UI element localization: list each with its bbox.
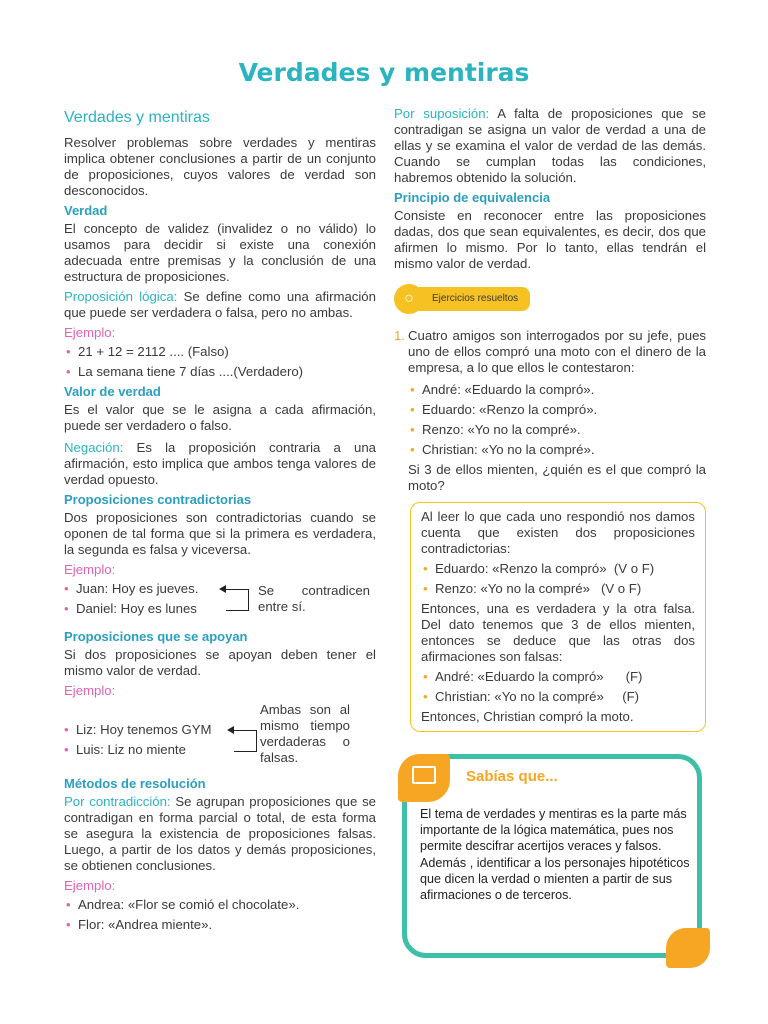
- ejemplo-label-1: Ejemplo:: [64, 325, 116, 340]
- valor-heading: Valor de verdad: [64, 384, 161, 399]
- exercise-ask: Si 3 de ellos mienten, ¿quién es el que compró la moto?: [408, 462, 706, 493]
- arrow-icon: [227, 726, 234, 734]
- list-item: • Renzo: «Yo no la compré».: [410, 422, 581, 437]
- suposicion-label: Por suposición:: [394, 106, 490, 121]
- exercise-question: Cuatro amigos son interrogados por su jefe, pues uno de ellos compró una moto con el dinero de la empresa, a lo que ellos le contestaron:: [408, 328, 706, 375]
- contradictorias-heading: Proposiciones contradictorias: [64, 492, 252, 507]
- solution-paragraph-1: Al leer lo que cada uno respondió nos damos cuenta que existen dos proposiciones contradictorias:: [421, 509, 695, 556]
- list-item: • 21 + 12 = 2112 .... (Falso): [66, 344, 229, 359]
- list-item: • André: «Eduardo la compró».: [410, 382, 595, 397]
- ejemplo-label-4: Ejemplo:: [64, 878, 116, 893]
- bracket-line: [226, 589, 249, 611]
- ejercicios-badge: [394, 284, 706, 314]
- apoyan-note: Ambas son al mismo tiempo verdaderas o falsas.: [260, 702, 350, 765]
- list-item: • Luis: Liz no miente: [64, 742, 186, 757]
- folder-icon: [412, 766, 436, 784]
- exercise-number: 1.: [394, 328, 405, 343]
- apoyan-example: [64, 702, 376, 770]
- proposicion-paragraph: [64, 289, 376, 321]
- solution-conclusion: Entonces, Christian compró la moto.: [421, 709, 634, 724]
- sabias-que-box: [398, 754, 708, 964]
- sabias-title: Sabías que...: [466, 768, 558, 785]
- bracket-line: [234, 730, 257, 752]
- apoyan-heading: Proposiciones que se apoyan: [64, 629, 248, 644]
- list-item: • Flor: «Andrea miente».: [66, 917, 213, 932]
- intro-paragraph: Resolver problemas sobre verdades y mentiras implica obtener conclusiones a partir de un conjunto de proposiciones, cuyos valores de verdad son desconocidos.: [64, 135, 376, 198]
- solution-box: [410, 502, 706, 732]
- sabias-corner: [666, 928, 710, 968]
- solution-list-1: [421, 561, 695, 597]
- list-item: • La semana tiene 7 días ....(Verdadero): [66, 364, 304, 379]
- list-item: • Eduardo: «Renzo la compró».: [410, 402, 598, 417]
- suposicion-paragraph: [394, 106, 706, 186]
- exercise-1: [394, 328, 706, 494]
- negacion-label: Negación:: [64, 440, 124, 455]
- contradictorias-paragraph: Dos proposiciones son contradictorias cuando se oponen de tal forma que si la primera es verdadera, la segunda es falsa y viceversa.: [64, 510, 376, 557]
- list-item: • Daniel: Hoy es lunes: [64, 601, 197, 616]
- equivalencia-heading: Principio de equivalencia: [394, 190, 551, 205]
- list-item: • Christian: «Yo no la compré».: [410, 442, 595, 457]
- apoyan-paragraph: Si dos proposiciones se apoyan deben tener el mismo valor de verdad.: [64, 647, 376, 678]
- list-item: • André: «Eduardo la compró» (F): [423, 669, 643, 684]
- list-item: • Renzo: «Yo no la compré» (V o F): [423, 581, 642, 596]
- contradictorias-note: Se contradicen entre sí.: [258, 583, 370, 614]
- solution-paragraph-2: Entonces, una es verdadera y la otra falsa. Del dato tenemos que 3 de ellos mienten, entonces se deduce que las otras dos afirmaciones son falsas:: [421, 601, 695, 664]
- valor-paragraph: Es el valor que se le asigna a cada afirmación, puede ser verdadero o falso.: [64, 402, 376, 433]
- suposicion-text: A falta de proposiciones que se contradigan se asigna un valor de verdad a una de ellas y se examina el valor de verdad de las demás. Cuando se cumplan todas las condiciones, habremos obtenido la solución.: [394, 106, 706, 185]
- arrow-icon: [219, 585, 226, 593]
- ejemplo-list-1: [64, 344, 376, 380]
- negacion-paragraph: [64, 440, 376, 488]
- sabias-text: El tema de verdades y mentiras es la parte más importante de la lógica matemática, pues nos permite descifrar acertijos veraces y falsos. Además , identificar a los personajes hipotéticos que dicen la verdad o mienten a partir de sus afirmaciones o de terceros.: [420, 807, 690, 903]
- list-item: • Liz: Hoy tenemos GYM: [64, 722, 212, 737]
- badge-label: Ejercicios resueltos: [412, 287, 530, 311]
- verdad-heading: Verdad: [64, 203, 108, 218]
- ejemplo-label-3: Ejemplo:: [64, 683, 116, 698]
- contradiccion-label: Por contradicción:: [64, 794, 171, 809]
- contradiccion-paragraph: [64, 794, 376, 874]
- section-heading: Verdades y mentiras: [64, 109, 210, 126]
- metodos-heading: Métodos de resolución: [64, 776, 206, 791]
- ejemplo-label-2: Ejemplo:: [64, 562, 116, 577]
- list-item: • Christian: «Yo no la compré» (F): [423, 689, 640, 704]
- lightbulb-icon: ○: [394, 284, 424, 314]
- list-item: • Andrea: «Flor se comió el chocolate».: [66, 897, 300, 912]
- proposicion-text: Se define como una afirmación que puede ser verdadera o falsa, pero no ambas.: [64, 289, 376, 320]
- contradictorias-example: [64, 581, 376, 623]
- list-item: • Juan: Hoy es jueves.: [64, 581, 199, 596]
- solution-list-2: [421, 669, 695, 705]
- negacion-text: Es la proposición contraria a una afirmación, esto implica que ambos tenga valores de verdad opuesto.: [64, 440, 376, 487]
- list-item: • Eduardo: «Renzo la compró» (V o F): [423, 561, 655, 576]
- proposicion-label: Proposición lógica:: [64, 289, 178, 304]
- page-title: Verdades y mentiras: [238, 58, 530, 87]
- equivalencia-paragraph: Consiste en reconocer entre las proposiciones dadas, dos que sean equivalentes, es decir, dos que afirmen lo mismo. Por lo tanto, ellas tendrán el mismo valor de verdad.: [394, 208, 706, 271]
- sabias-corner: [398, 754, 450, 802]
- verdad-paragraph: El concepto de validez (invalidez o no válido) lo usamos para decidir si existe una conexión adecuada entre premisas y la conclusión de una estructura de proposiciones.: [64, 221, 376, 284]
- ejemplo-list-4: [64, 897, 376, 933]
- answers-list: [408, 382, 706, 458]
- right-column: [394, 106, 706, 732]
- left-column: [64, 108, 376, 937]
- contradiccion-text: Se agrupan proposiciones que se contradigan en forma parcial o total, de esta forma se asegura la existencia de proposiciones falsas. Luego, a partir de los datos y demás proposiciones, se obtienen conclusiones.: [64, 794, 376, 873]
